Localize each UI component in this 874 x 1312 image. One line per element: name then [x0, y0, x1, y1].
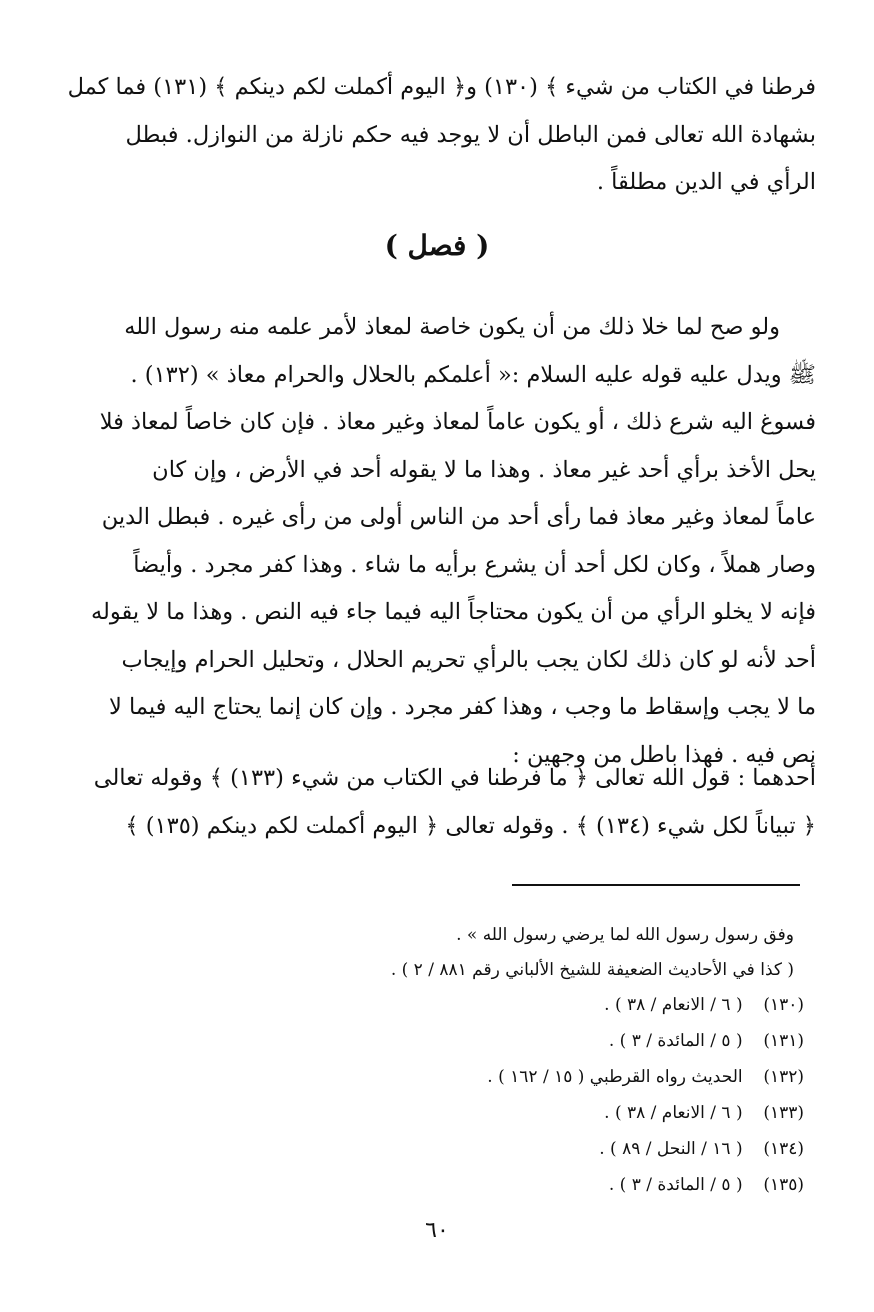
- section-heading: ( فصل ): [384, 229, 490, 262]
- text-line: الرأي في الدين مطلقاً .: [596, 169, 816, 195]
- text-line: ولو صح لما خلا ذلك من أن يكون خاصة لمعاذ لأمر علمه منه رسول الله: [124, 314, 780, 340]
- footnote-reference: ( ٥ / المائدة / ٣ ) .: [608, 1031, 743, 1051]
- footnote-item: [244, 1131, 804, 1167]
- footnote-text: وفق رسول رسول الله لما يرضي رسول الله » .: [456, 925, 794, 945]
- text-line: أحدهما : قول الله تعالى ﴿ ما فرطنا في الكتاب من شيء (١٣٣) ﴾ وقوله تعالى: [93, 765, 816, 791]
- text-line: بشهادة الله تعالى فمن الباطل أن لا يوجد فيه حكم نازلة من النوازل. فبطل: [125, 121, 816, 148]
- text-line: فرطنا في الكتاب من شيء ﴾ (١٣٠) و﴿ اليوم أكملت لكم دينكم ﴾ (١٣١) فما كمل: [67, 74, 816, 100]
- footnote-number: (١٣١): [763, 1031, 804, 1051]
- page-number: ٦٠: [425, 1218, 449, 1243]
- footnote-item: [244, 1023, 804, 1059]
- text-line: فسوغ اليه شرع ذلك ، أو يكون عاماً لمعاذ وغير معاذ . فإن كان خاصاً لمعاذ فلا: [99, 409, 816, 435]
- footnote-item: [244, 987, 804, 1023]
- text-line: ﷺ ويدل عليه قوله عليه السلام :« أعلمكم بالحلال والحرام معاذ » (١٣٢) .: [130, 361, 816, 388]
- footnote-number: (١٣٣): [763, 1103, 804, 1123]
- footnote-item: [244, 1167, 804, 1203]
- footnote-text: ( كذا في الأحاديث الضعيفة للشيخ الألباني رقم ٨٨١ / ٢ ) .: [390, 959, 794, 980]
- footnote-item: [244, 1059, 804, 1095]
- text-line: عاماً لمعاذ وغير معاذ فما رأى أحد من الناس أولى من رأى غيره . فبطل الدين: [101, 504, 816, 530]
- footnote-reference: الحديث رواه القرطبي ( ١٥ / ١٦٢ ) .: [487, 1067, 743, 1087]
- text-line: نص فيه . فهذا باطل من وجهين :: [512, 741, 816, 768]
- footnote-number: (١٣٢): [763, 1067, 804, 1087]
- footnote-divider: [512, 884, 800, 886]
- footnote-list: [244, 987, 804, 1203]
- footnote-number: (١٣٤): [763, 1139, 804, 1159]
- text-line: فإنه لا يخلو الرأي من أن يكون محتاجاً اليه فيما جاء فيه النص . وهذا ما لا يقوله: [90, 599, 816, 625]
- footnote-reference: ( ١٦ / النحل / ٨٩ ) .: [599, 1139, 743, 1159]
- text-line: ما لا يجب وإسقاط ما وجب ، وهذا كفر مجرد . وإن كان إنما يحتاج اليه فيما لا: [109, 694, 816, 720]
- last-paragraph: [56, 755, 816, 850]
- footnote-item: [244, 1095, 804, 1131]
- footnote-reference: ( ٥ / المائدة / ٣ ) .: [608, 1175, 743, 1195]
- text-line: أحد لأنه لو كان ذلك لكان يجب بالرأي تحريم الحلال ، وتحليل الحرام وإيجاب: [121, 646, 816, 673]
- main-paragraph: [56, 304, 816, 779]
- footnote-reference: ( ٦ / الانعام / ٣٨ ) .: [604, 1103, 743, 1123]
- text-line: ﴿ تبياناً لكل شيء (١٣٤) ﴾ . وقوله تعالى ﴿ اليوم أكملت لكم دينكم (١٣٥) ﴾: [125, 812, 816, 839]
- footnote-reference: ( ٦ / الانعام / ٣٨ ) .: [604, 995, 743, 1015]
- top-paragraph: [56, 64, 816, 207]
- footnote-number: (١٣٥): [763, 1175, 804, 1195]
- footnote-number: (١٣٠): [763, 995, 804, 1015]
- text-line: يحل الأخذ برأي أحد غير معاذ . وهذا ما لا يقوله أحد في الأرض ، وإن كان: [152, 456, 816, 483]
- footnote-continuation: [234, 918, 794, 987]
- text-line: وصار هملاً ، وكان لكل أحد أن يشرع برأيه ما شاء . وهذا كفر مجرد . وأيضاً: [133, 551, 816, 578]
